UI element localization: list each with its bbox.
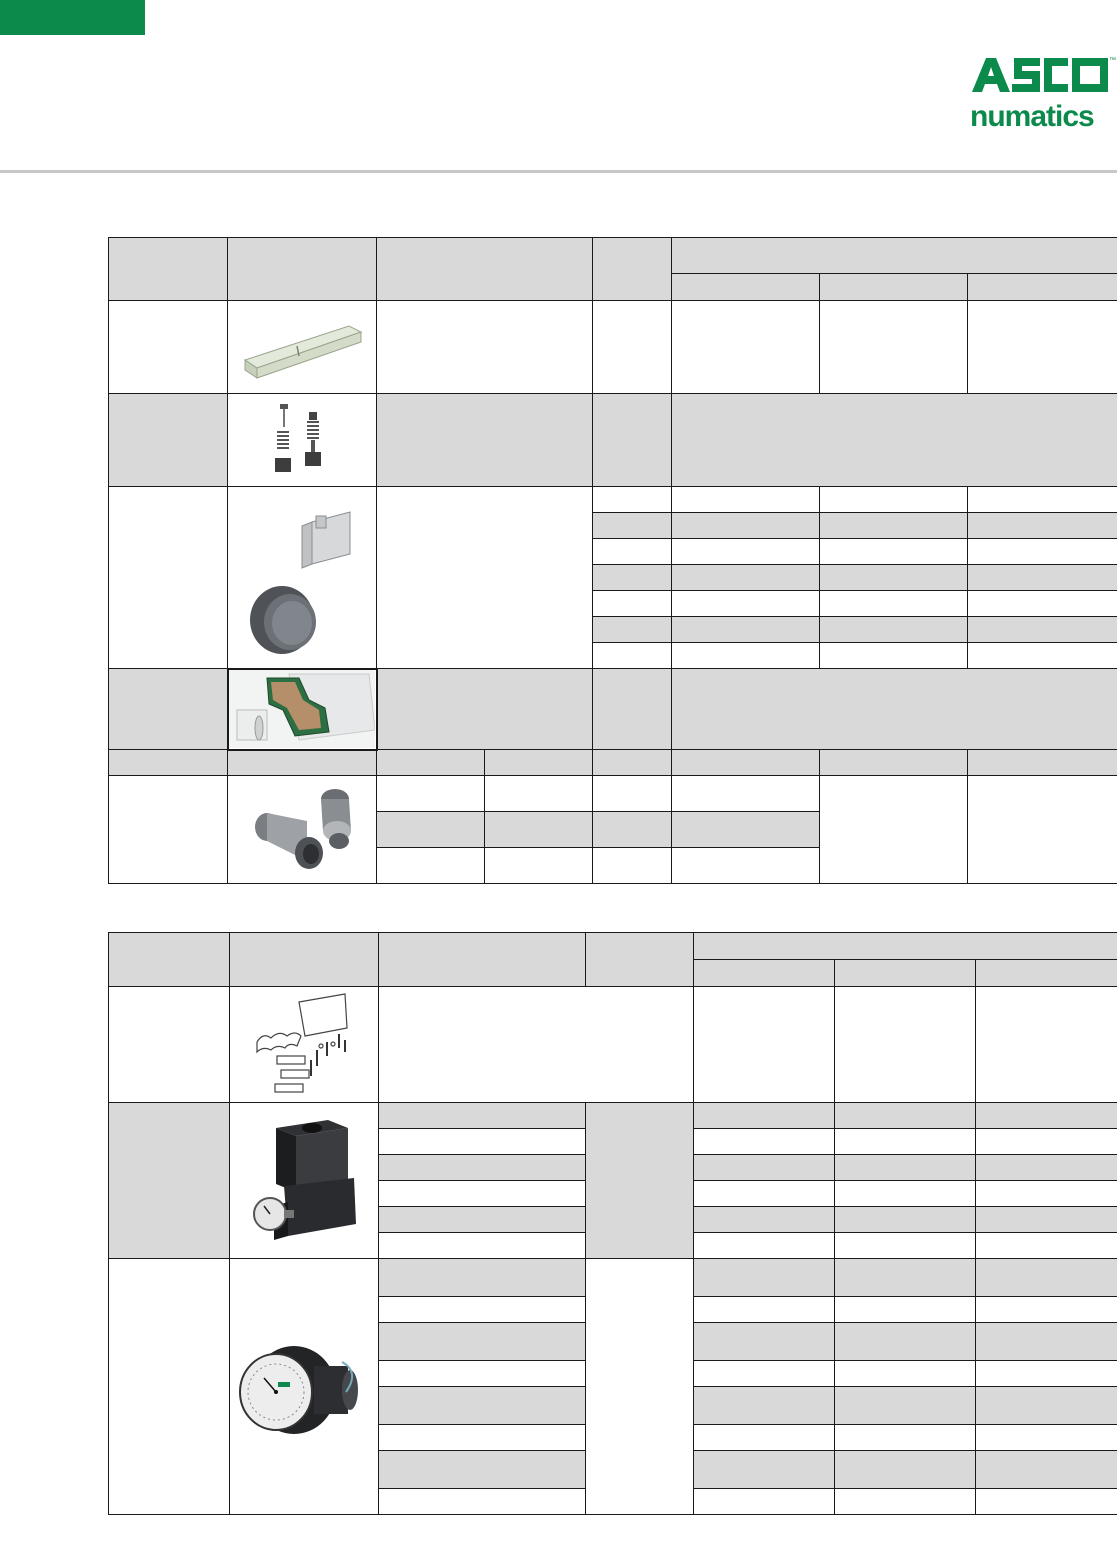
table-cell — [835, 1451, 976, 1489]
table-cell — [976, 987, 1117, 1103]
table-cell — [485, 812, 593, 848]
header-cell — [228, 238, 377, 301]
table-cell — [976, 1297, 1117, 1323]
pressure-regulator-image — [244, 1106, 364, 1256]
header-cell — [820, 274, 968, 301]
table-cell — [976, 1233, 1117, 1259]
pressure-gauge-image — [234, 1332, 374, 1442]
table-cell — [593, 812, 672, 848]
table-cell — [377, 394, 593, 487]
table-cell — [230, 1259, 379, 1515]
table-cell — [694, 1129, 835, 1155]
table-cell — [109, 776, 228, 884]
table-cell — [968, 750, 1117, 776]
table-cell — [228, 301, 377, 394]
asco-numatics-logo — [962, 50, 1117, 130]
table-cell — [694, 987, 835, 1103]
table-cell — [593, 591, 672, 617]
table-cell — [820, 643, 968, 669]
accessories-table-1 — [108, 237, 1117, 884]
table-cell — [694, 1259, 835, 1297]
gasket-image — [229, 670, 375, 748]
section-tab — [0, 0, 145, 35]
table-cell — [835, 1155, 976, 1181]
table-cell — [835, 1323, 976, 1361]
table-cell — [968, 591, 1117, 617]
header-rule — [0, 170, 1117, 173]
table-cell — [694, 1387, 835, 1425]
header-cell — [694, 960, 835, 987]
header-cell — [672, 238, 1117, 274]
table-cell — [694, 1425, 835, 1451]
table-cell — [377, 812, 485, 848]
table-cell — [593, 539, 672, 565]
table-cell — [672, 776, 820, 812]
table-cell — [379, 1297, 586, 1323]
table-cell — [835, 1207, 976, 1233]
table-cell — [694, 1155, 835, 1181]
table-cell — [694, 1451, 835, 1489]
table-cell — [109, 301, 228, 394]
table-cell — [694, 1323, 835, 1361]
table-cell — [109, 1103, 230, 1259]
table-cell — [228, 487, 377, 669]
table-cell — [835, 1489, 976, 1515]
table-cell — [976, 1155, 1117, 1181]
table-cell — [109, 394, 228, 487]
table-cell — [672, 487, 820, 513]
table-cell — [968, 617, 1117, 643]
header-cell — [835, 960, 976, 987]
table-cell — [672, 394, 1117, 487]
table-cell — [379, 1451, 586, 1489]
table-cell — [694, 1489, 835, 1515]
table-cell — [968, 487, 1117, 513]
table-cell — [377, 776, 485, 812]
table-cell — [820, 487, 968, 513]
table-cell — [593, 513, 672, 539]
table-cell — [593, 848, 672, 884]
table-cell — [672, 539, 820, 565]
header-cell — [672, 274, 820, 301]
table-cell — [379, 1259, 586, 1297]
table-cell — [377, 669, 593, 750]
table-cell — [230, 987, 379, 1103]
table-cell — [228, 394, 377, 487]
table-cell — [835, 1297, 976, 1323]
table-cell — [377, 848, 485, 884]
table-cell — [976, 1259, 1117, 1297]
table-cell — [379, 1207, 586, 1233]
table-cell — [835, 1361, 976, 1387]
table-cell — [228, 669, 377, 750]
table-cell — [835, 1259, 976, 1297]
table-cell — [976, 1387, 1117, 1425]
table-cell — [820, 301, 968, 394]
table-cell — [820, 750, 968, 776]
header-cell — [377, 238, 593, 301]
table-cell — [109, 987, 230, 1103]
table-cell — [593, 394, 672, 487]
table-cell — [694, 1181, 835, 1207]
table-cell — [379, 1323, 586, 1361]
table-cell — [968, 301, 1117, 394]
table-cell — [976, 1129, 1117, 1155]
header-cell — [968, 274, 1117, 301]
table-cell — [586, 1259, 694, 1515]
table-cell — [694, 1233, 835, 1259]
table-cell — [976, 1425, 1117, 1451]
table-cell — [672, 513, 820, 539]
table-cell — [672, 750, 820, 776]
header-cell — [109, 238, 228, 301]
table-cell — [694, 1103, 835, 1129]
table-cell — [694, 1207, 835, 1233]
table-cell — [820, 539, 968, 565]
table-cell — [672, 848, 820, 884]
screw-spring-kit-image — [267, 400, 337, 480]
header-cell — [109, 933, 230, 987]
blanking-plug-image — [232, 492, 372, 662]
table-cell — [377, 301, 593, 394]
table-cell — [968, 513, 1117, 539]
svg-text:numatics: numatics — [970, 100, 1094, 130]
manifold-plate-image — [237, 312, 367, 382]
table-cell — [379, 1387, 586, 1425]
table-cell — [835, 1103, 976, 1129]
table-cell — [379, 1233, 586, 1259]
table-cell — [109, 487, 228, 669]
table-cell — [379, 1361, 586, 1387]
table-cell — [593, 643, 672, 669]
table-cell — [379, 1129, 586, 1155]
table-cell — [230, 1103, 379, 1259]
table-cell — [976, 1489, 1117, 1515]
table-cell — [593, 750, 672, 776]
table-cell — [485, 776, 593, 812]
table-cell — [593, 565, 672, 591]
table-cell — [820, 776, 968, 884]
table-cell — [835, 1233, 976, 1259]
table-cell — [672, 812, 820, 848]
svg-text:™: ™ — [1109, 57, 1116, 64]
table-cell — [379, 1103, 586, 1129]
table-cell — [968, 565, 1117, 591]
table-cell — [379, 1489, 586, 1515]
table-cell — [976, 1207, 1117, 1233]
table-cell — [976, 1361, 1117, 1387]
table-cell — [976, 1103, 1117, 1129]
table-cell — [485, 848, 593, 884]
table-cell — [835, 987, 976, 1103]
table-cell — [379, 987, 694, 1103]
table-cell — [672, 643, 820, 669]
table-cell — [820, 565, 968, 591]
header-cell — [593, 238, 672, 301]
table-cell — [672, 617, 820, 643]
table-cell — [672, 591, 820, 617]
table-cell — [820, 591, 968, 617]
table-cell — [835, 1181, 976, 1207]
accessories-table-2 — [108, 932, 1117, 1515]
header-cell — [694, 933, 1117, 960]
table-cell — [968, 776, 1117, 884]
table-cell — [976, 1323, 1117, 1361]
table-cell — [379, 1425, 586, 1451]
table-cell — [976, 1451, 1117, 1489]
table-cell — [377, 487, 593, 669]
table-cell — [694, 1297, 835, 1323]
table-cell — [593, 776, 672, 812]
table-cell — [820, 617, 968, 643]
header-cell — [976, 960, 1117, 987]
table-cell — [109, 1259, 230, 1515]
header-cell — [379, 933, 586, 987]
table-cell — [835, 1129, 976, 1155]
table-cell — [968, 539, 1117, 565]
table-cell — [820, 513, 968, 539]
header-cell — [230, 933, 379, 987]
table-cell — [109, 750, 228, 776]
table-cell — [593, 487, 672, 513]
table-cell — [586, 1103, 694, 1259]
seal-kit-image — [249, 990, 359, 1100]
table-cell — [377, 750, 485, 776]
table-cell — [672, 301, 820, 394]
fitting-pair-image — [247, 785, 357, 875]
table-cell — [672, 669, 1117, 750]
table-cell — [976, 1181, 1117, 1207]
table-cell — [228, 750, 377, 776]
table-cell — [379, 1155, 586, 1181]
table-cell — [593, 301, 672, 394]
table-cell — [379, 1181, 586, 1207]
table-cell — [228, 776, 377, 884]
table-cell — [672, 565, 820, 591]
table-cell — [593, 669, 672, 750]
table-cell — [968, 643, 1117, 669]
table-cell — [835, 1425, 976, 1451]
table-cell — [835, 1387, 976, 1425]
table-cell — [109, 669, 228, 750]
table-cell — [694, 1361, 835, 1387]
header-cell — [586, 933, 694, 987]
table-cell — [593, 617, 672, 643]
table-cell — [485, 750, 593, 776]
